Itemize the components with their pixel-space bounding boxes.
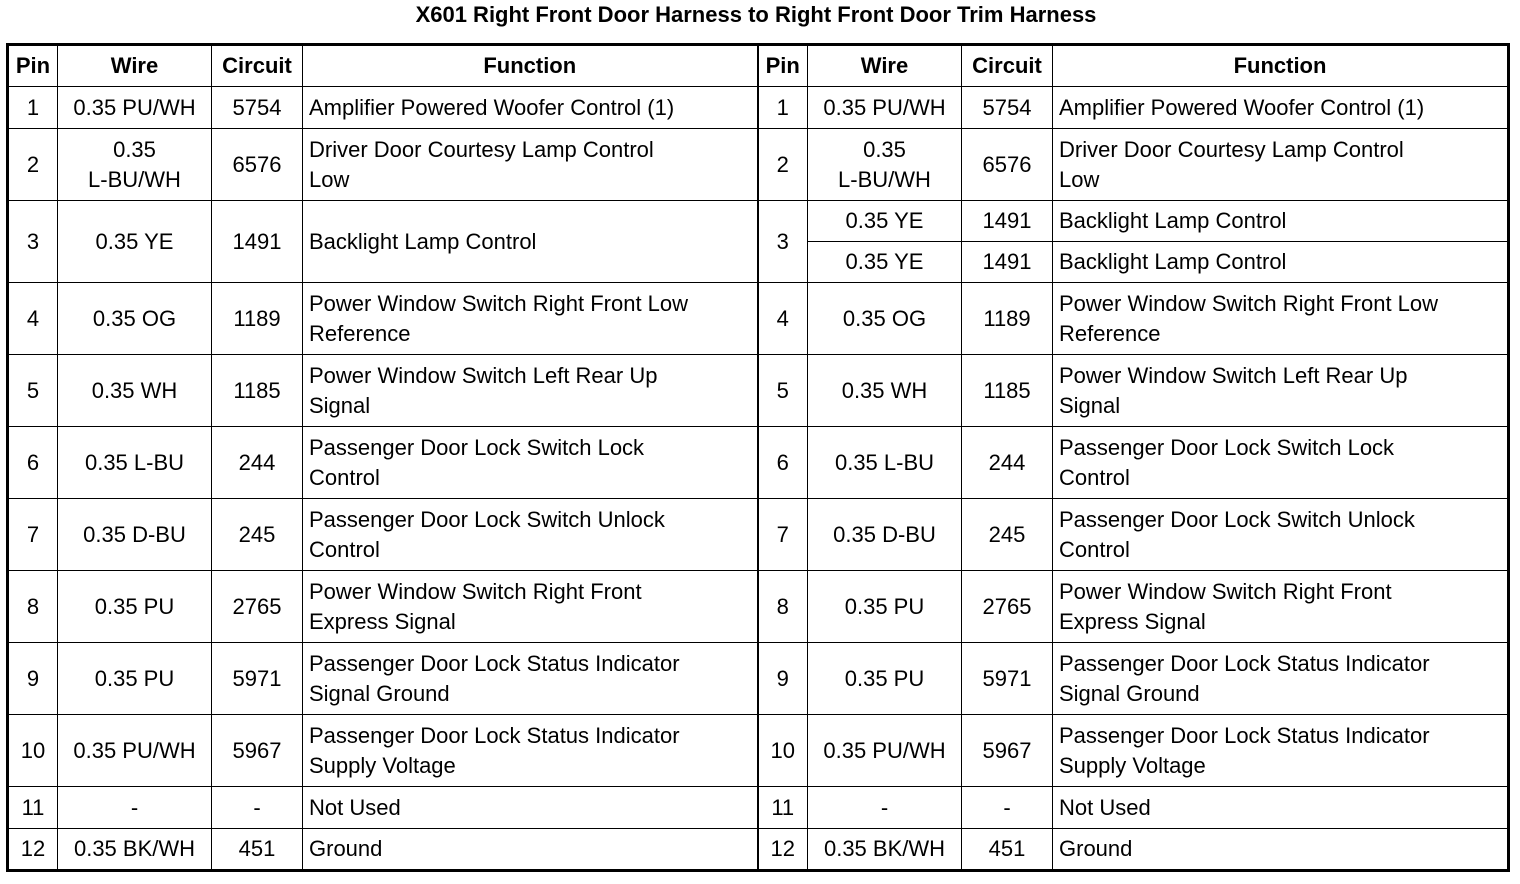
wire-cell: 0.35 PU [58,643,212,715]
function-cell [1053,283,1509,355]
wire-cell: 0.35 YE [808,242,962,283]
function-cell [1053,499,1509,571]
function-cell: Not Used [1053,787,1509,829]
pin-cell: 3 [758,201,808,283]
wire-line: 0.35 [863,136,906,162]
function-line: Passenger Door Lock Switch Unlock [309,506,665,532]
wire-cell: 0.35 PU [808,643,962,715]
function-line: Low [309,166,350,192]
circuit-cell: 245 [962,499,1053,571]
pin-cell: 7 [8,499,58,571]
wire-cell: 0.35 PU [808,571,962,643]
function-cell [1053,355,1509,427]
pin-cell: 2 [8,129,58,201]
wire-cell: 0.35 BK/WH [58,829,212,871]
circuit-cell: 6576 [962,129,1053,201]
circuit-cell: 1491 [962,242,1053,283]
circuit-cell: - [212,787,303,829]
function-cell: Not Used [303,787,758,829]
function-cell [1053,427,1509,499]
function-cell: Ground [1053,829,1509,871]
function-line: Reference [309,320,411,346]
circuit-cell: 6576 [212,129,303,201]
pin-cell: 6 [758,427,808,499]
circuit-cell: 1189 [962,283,1053,355]
function-line: Driver Door Courtesy Lamp Control [309,136,654,162]
circuit-cell: 1185 [212,355,303,427]
circuit-cell: 5971 [962,643,1053,715]
circuit-cell: 244 [212,427,303,499]
function-line: Control [309,536,380,562]
function-line: Signal Ground [1059,680,1200,706]
wire-cell: 0.35 WH [58,355,212,427]
function-line: Reference [1059,320,1161,346]
header-circuit: Circuit [962,45,1053,87]
wire-line: L-BU/WH [838,166,931,192]
header-function: Function [1053,45,1509,87]
pin-cell: 11 [8,787,58,829]
function-cell [1053,715,1509,787]
wire-line: 0.35 [113,136,156,162]
pin-cell: 3 [8,201,58,283]
wire-cell: 0.35 YE [58,201,212,283]
function-line: Power Window Switch Right Front Low [1059,290,1439,316]
function-cell: Amplifier Powered Woofer Control (1) [303,87,758,129]
circuit-cell: 1185 [962,355,1053,427]
wire-cell: 0.35 D-BU [808,499,962,571]
header-wire: Wire [808,45,962,87]
function-cell [1053,571,1509,643]
function-line: Power Window Switch Right Front Low [309,290,689,316]
table-row [8,201,1509,242]
pin-cell: 10 [758,715,808,787]
pin-cell: 4 [758,283,808,355]
pin-cell: 8 [758,571,808,643]
table-row [8,571,1509,643]
function-line: Passenger Door Lock Status Indicator [309,722,680,748]
wire-cell: 0.35 PU [58,571,212,643]
function-cell [303,129,758,201]
pin-cell: 8 [8,571,58,643]
table-row [8,427,1509,499]
function-cell [303,499,758,571]
header-function: Function [303,45,758,87]
wire-cell: 0.35 YE [808,201,962,242]
circuit-cell: 5754 [212,87,303,129]
pin-cell: 5 [758,355,808,427]
function-cell: Backlight Lamp Control [1053,242,1509,283]
function-line: Signal [1059,392,1121,418]
wire-cell: 0.35 PU/WH [808,87,962,129]
function-line: Supply Voltage [309,752,456,778]
circuit-cell: 5967 [962,715,1053,787]
function-cell [303,715,758,787]
wire-cell [808,129,962,201]
wire-cell: 0.35 L-BU [58,427,212,499]
wire-line: L-BU/WH [88,166,181,192]
circuit-cell: 5967 [212,715,303,787]
circuit-cell: 2765 [962,571,1053,643]
function-cell [303,355,758,427]
pin-cell: 5 [8,355,58,427]
function-line: Control [1059,536,1130,562]
wire-cell: 0.35 D-BU [58,499,212,571]
table-row [8,499,1509,571]
function-line: Control [1059,464,1130,490]
circuit-cell: 245 [212,499,303,571]
pin-cell: 12 [758,829,808,871]
header-pin: Pin [758,45,808,87]
function-cell: Backlight Lamp Control [1053,201,1509,242]
table-row [8,87,1509,129]
function-line: Passenger Door Lock Switch Lock [309,434,645,460]
circuit-cell: - [962,787,1053,829]
circuit-cell: 1189 [212,283,303,355]
function-line: Passenger Door Lock Status Indicator [1059,650,1430,676]
function-line: Power Window Switch Right Front [309,578,642,604]
function-line: Power Window Switch Left Rear Up [309,362,658,388]
header-row [8,45,1509,87]
function-line: Low [1059,166,1100,192]
wire-cell: 0.35 BK/WH [808,829,962,871]
function-line: Signal [309,392,371,418]
function-cell: Ground [303,829,758,871]
pin-cell: 11 [758,787,808,829]
table-row [8,715,1509,787]
pin-cell: 1 [8,87,58,129]
wire-cell: 0.35 PU/WH [808,715,962,787]
function-cell [303,427,758,499]
function-cell [1053,129,1509,201]
function-cell: Backlight Lamp Control [303,201,758,283]
function-cell: Amplifier Powered Woofer Control (1) [1053,87,1509,129]
table-row [8,283,1509,355]
pin-cell: 9 [8,643,58,715]
circuit-cell: 451 [962,829,1053,871]
function-line: Power Window Switch Left Rear Up [1059,362,1408,388]
wire-cell: - [808,787,962,829]
pin-cell: 4 [8,283,58,355]
wire-cell [58,129,212,201]
table-row [8,355,1509,427]
pin-cell: 12 [8,829,58,871]
function-line: Passenger Door Lock Switch Lock [1059,434,1395,460]
wire-cell: 0.35 PU/WH [58,715,212,787]
header-wire: Wire [58,45,212,87]
function-cell [303,643,758,715]
table-row [8,787,1509,829]
circuit-cell: 2765 [212,571,303,643]
function-cell [303,283,758,355]
table-row [8,129,1509,201]
wire-cell: 0.35 L-BU [808,427,962,499]
circuit-cell: 5971 [212,643,303,715]
page-title: X601 Right Front Door Harness to Right Front Door Trim Harness [415,2,1097,27]
function-cell [303,571,758,643]
circuit-cell: 1491 [212,201,303,283]
circuit-cell: 1491 [962,201,1053,242]
wire-cell: 0.35 WH [808,355,962,427]
header-circuit: Circuit [212,45,303,87]
function-line: Signal Ground [309,680,450,706]
circuit-cell: 244 [962,427,1053,499]
circuit-cell: 5754 [962,87,1053,129]
function-line: Passenger Door Lock Switch Unlock [1059,506,1415,532]
table-row [8,643,1509,715]
header-pin: Pin [8,45,58,87]
connector-pinout-table [6,43,1510,872]
pin-cell: 2 [758,129,808,201]
function-cell [1053,643,1509,715]
function-line: Express Signal [309,608,456,634]
function-line: Supply Voltage [1059,752,1206,778]
circuit-cell: 451 [212,829,303,871]
function-line: Passenger Door Lock Status Indicator [309,650,680,676]
function-line: Power Window Switch Right Front [1059,578,1392,604]
function-line: Express Signal [1059,608,1206,634]
wire-cell: - [58,787,212,829]
function-line: Driver Door Courtesy Lamp Control [1059,136,1404,162]
pin-cell: 10 [8,715,58,787]
wire-cell: 0.35 OG [58,283,212,355]
wire-cell: 0.35 PU/WH [58,87,212,129]
table-row [8,829,1509,871]
wire-cell: 0.35 OG [808,283,962,355]
pin-cell: 1 [758,87,808,129]
pin-cell: 6 [8,427,58,499]
function-line: Passenger Door Lock Status Indicator [1059,722,1430,748]
pin-cell: 9 [758,643,808,715]
function-line: Control [309,464,380,490]
pin-cell: 7 [758,499,808,571]
